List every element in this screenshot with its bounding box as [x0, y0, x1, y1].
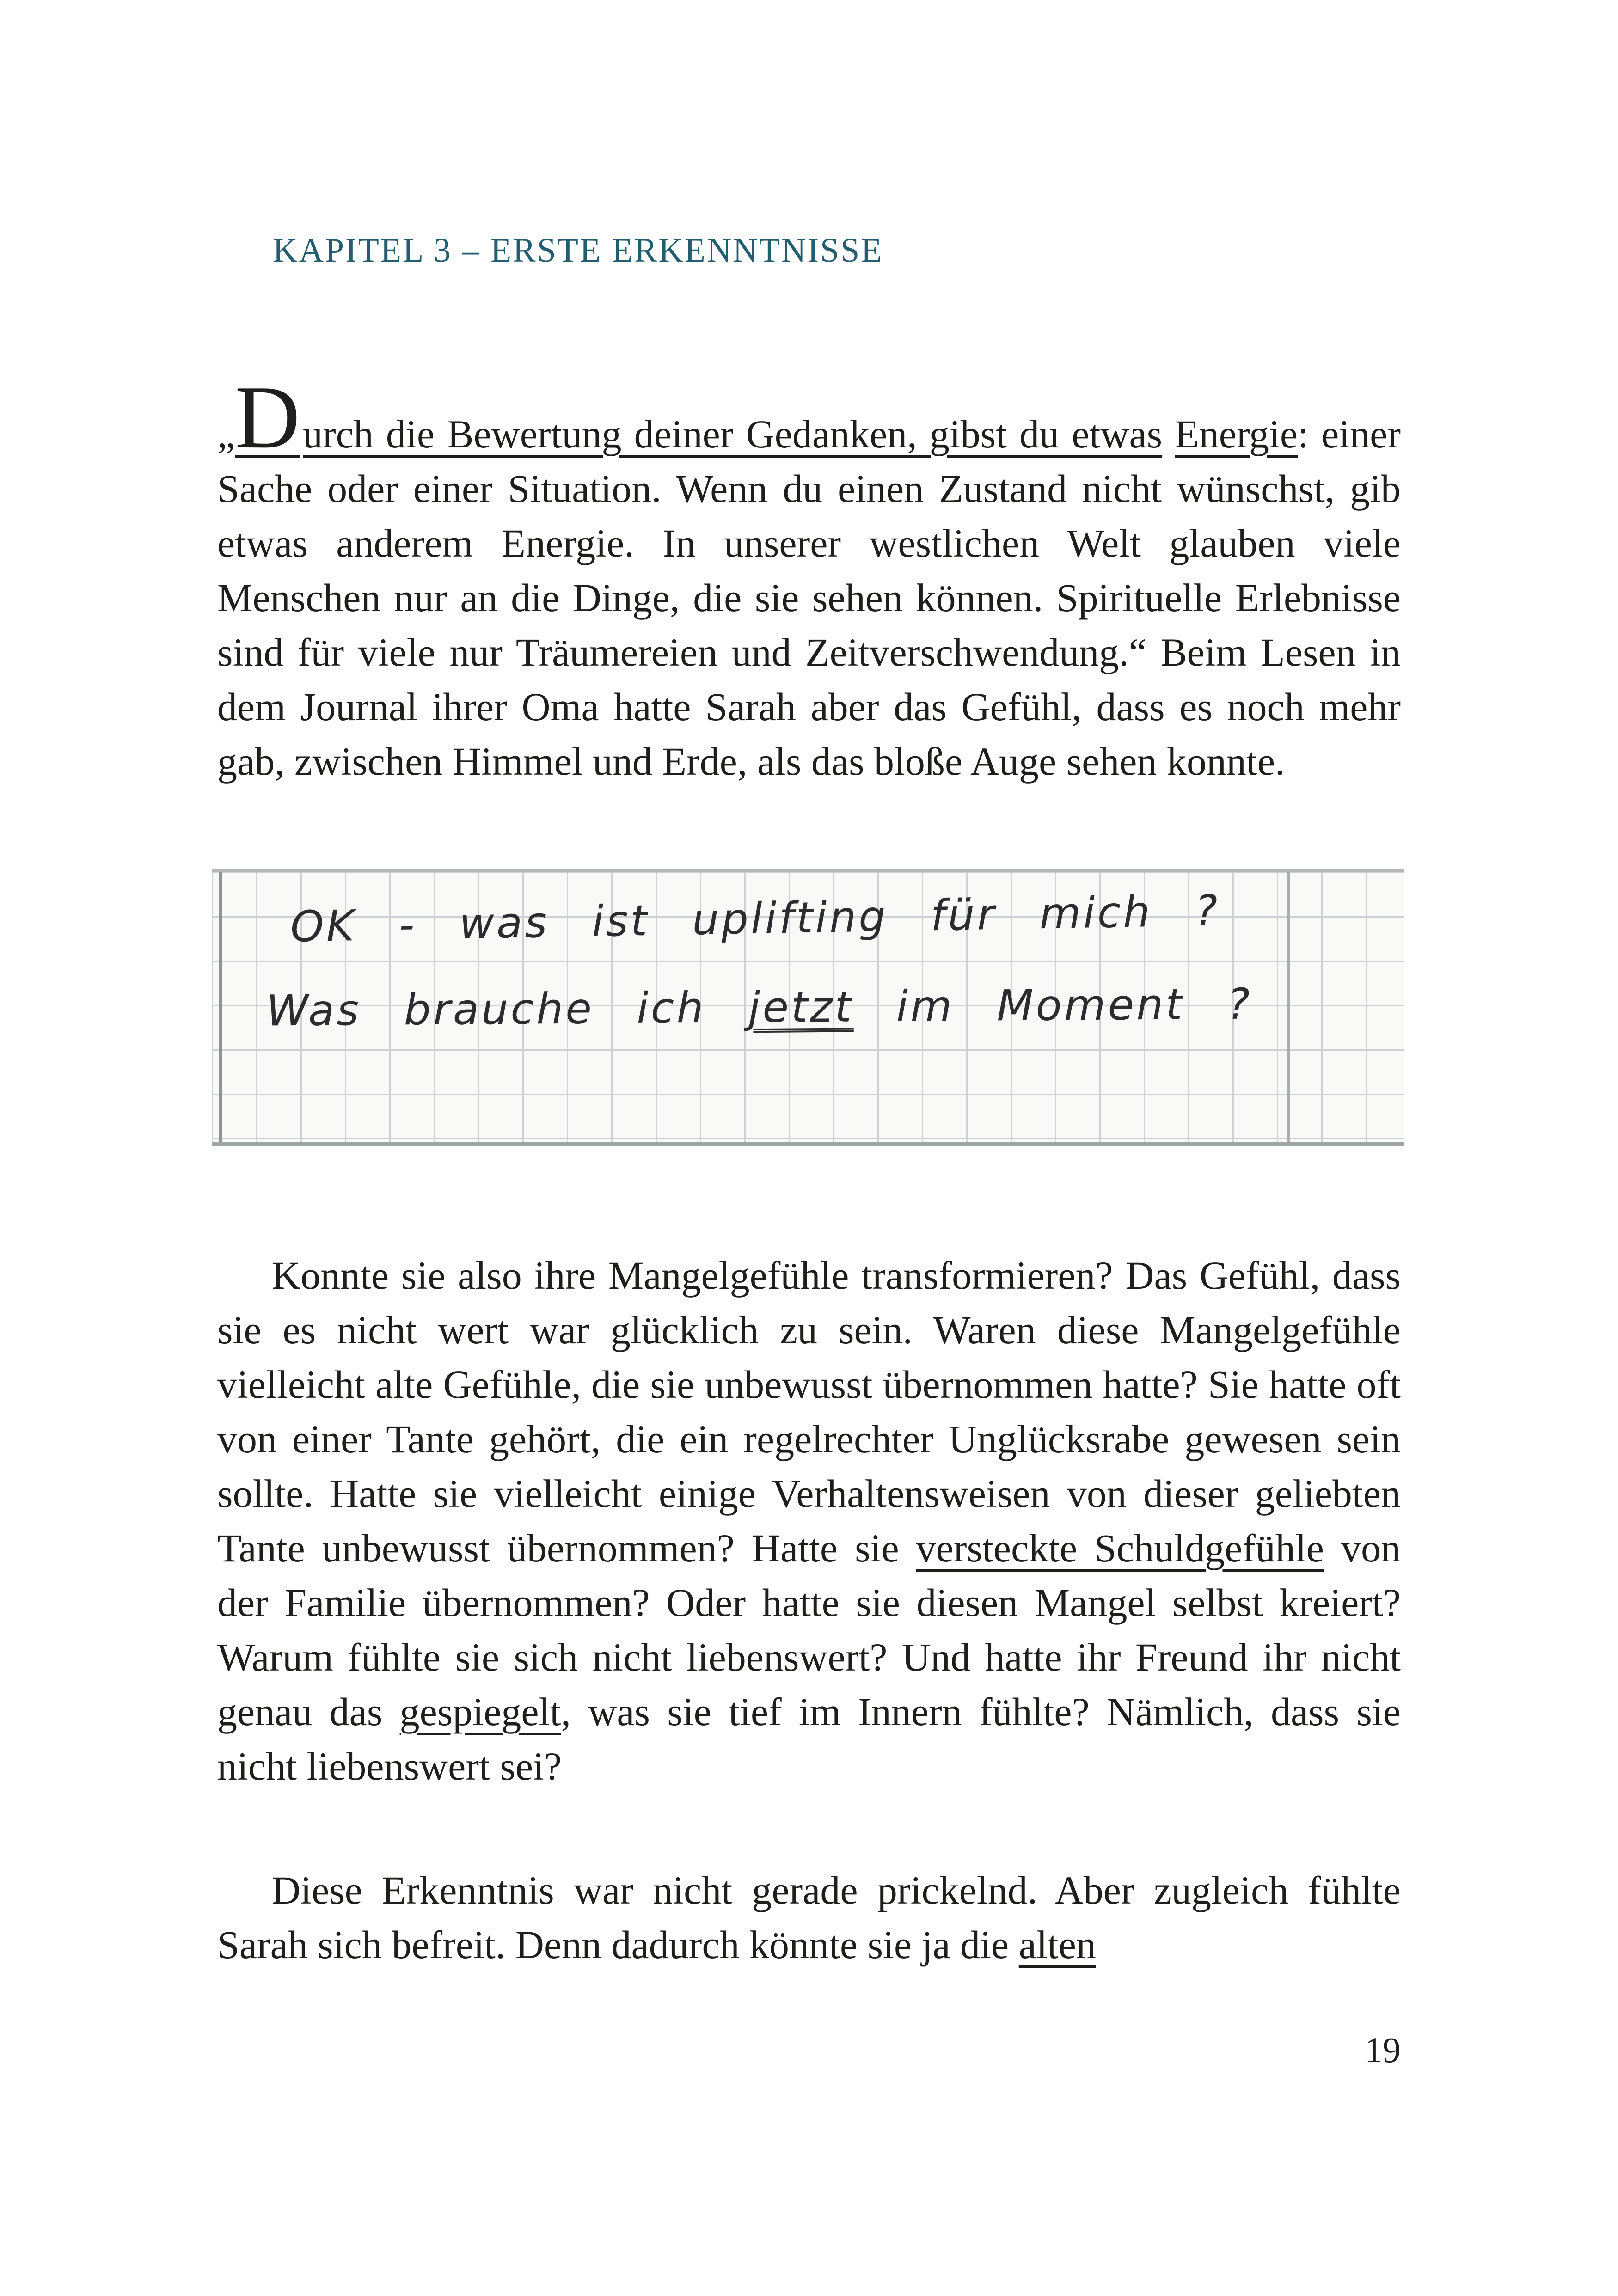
text-segment: alten	[1018, 1923, 1096, 1967]
text-segment: versteckte Schuldgefühle	[916, 1526, 1324, 1570]
text-segment	[1162, 412, 1175, 456]
paper-edge-left	[219, 872, 222, 1142]
paragraph-2	[217, 1248, 1401, 1794]
text-segment: : einer Sache oder einer Situation. Wenn du einen Zustand nicht wünschst, gib etwas anderem Energie. In unserer westlichen Welt glauben viele Menschen nur an die Dinge, die sie sehen können. Spirituelle Erlebnisse sind für viele nur Träumereien und Zeitverschwendung.“ Beim Lesen in dem Journal ihrer Oma hatte Sarah aber das Gefühl, dass es noch mehr gab, zwischen Himmel und Erde, als das bloße Auge sehen konnte.	[217, 412, 1401, 784]
text-segment: OK - was ist uplifting für mich ?	[290, 886, 1220, 952]
page-number: 19	[1365, 2030, 1401, 2070]
text-segment: Konnte sie also ihre Mangelgefühle transformieren? Das Gefühl, dass sie es nicht wert war glücklich zu sein. Waren diese Mangelgefühle vielleicht alte Gefühle, die sie unbewusst übernommen hatte? Sie hatte oft von einer Tante gehört, die ein regelrechter Unglücksrabe gewesen sein sollte. Hatte sie vielleicht einige Verhaltensweisen von dieser geliebten Tante unbewusst übernommen? Hatte sie	[217, 1253, 1401, 1570]
handwritten-note	[212, 869, 1404, 1146]
paragraph-1	[217, 367, 1401, 789]
text-segment: gespiegelt	[399, 1690, 561, 1734]
handwritten-line-2	[266, 980, 1252, 1036]
paragraph-3	[217, 1863, 1401, 1972]
opening-quote: „	[217, 412, 235, 456]
paragraph-1-text	[217, 412, 1401, 784]
text-segment: jetzt	[748, 982, 854, 1033]
text-segment: urch die Bewertung deiner Gedanken, gibst du etwas	[303, 412, 1163, 456]
text-segment: von der Familie übernommen? Oder hatte sie diesen Mangel selbst kreiert? Warum fühlte sie sich nicht liebenswert? Und hatte ihr Freund ihr nicht genau das	[217, 1526, 1401, 1734]
text-segment: Was brauche ich	[266, 983, 749, 1036]
handwritten-line-1	[290, 886, 1220, 951]
drop-cap: D	[235, 367, 300, 467]
text-segment: im Moment ?	[853, 979, 1252, 1032]
text-segment: Diese Erkenntnis war nicht gerade prickelnd. Aber zugleich fühlte Sarah sich befreit. Denn dadurch könnte sie ja die	[217, 1868, 1401, 1967]
text-segment: , was sie tief im Innern fühlte? Nämlich, dass sie nicht liebenswert sei?	[217, 1690, 1401, 1788]
paper-edge-right	[1287, 872, 1290, 1142]
text-segment: Energie	[1175, 412, 1298, 456]
chapter-heading: KAPITEL 3 – ERSTE ERKENNTNISSE	[273, 232, 883, 269]
